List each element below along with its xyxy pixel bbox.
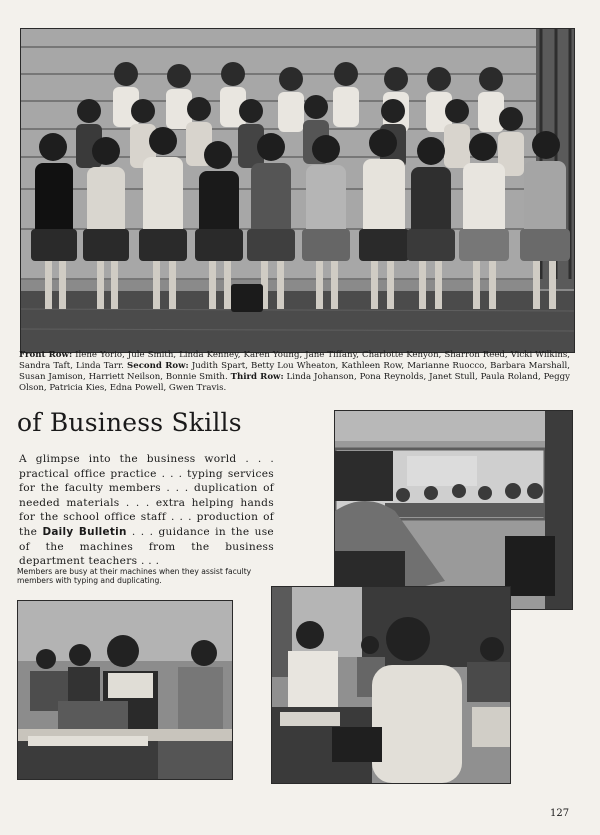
typing-class-photo bbox=[17, 600, 233, 780]
office-mirror-photo-image bbox=[335, 411, 572, 609]
body-paragraph bbox=[19, 452, 274, 569]
second-row-label: Second Row: bbox=[127, 361, 189, 371]
third-row-label: Third Row: bbox=[230, 372, 284, 382]
office-workers-photo bbox=[271, 586, 511, 784]
group-photo-image bbox=[21, 29, 574, 352]
office-mirror-photo bbox=[334, 410, 573, 610]
section-heading: of Business Skills bbox=[17, 408, 242, 437]
page-number: 127 bbox=[550, 808, 570, 819]
body-text-after: . . . guidance in the use of the machines from the business department teachers . . . bbox=[19, 525, 275, 568]
group-photo bbox=[20, 28, 575, 353]
front-row-names: Ilene Yorio, Jule Smith, Linda Kenney, Karen Young, Jane Tiffany, Charlotte Kenyon, Sharron Reed, Vicki Wilkins, Sandra Taft, Linda Tarr. bbox=[19, 350, 570, 371]
second-row-names: Judith Spart, Betty Lou Wheaton, Kathleen Row, Marianne Ruocco, Barbara Marshall, Susan Jamison, Harriett Neilson, Bonnie Smith. bbox=[19, 361, 570, 382]
front-row-label: Front Row: bbox=[19, 350, 73, 360]
third-row-names: Linda Johanson, Pona Reynolds, Janet Stull, Paula Roland, Peggy Olson, Patricia Kies, Edna Powell, Gwen Travis. bbox=[19, 372, 570, 393]
group-photo-caption bbox=[19, 350, 570, 394]
typing-class-photo-image bbox=[18, 601, 232, 779]
body-text-before: A glimpse into the business world . . . practical office practice . . . typing services for the faculty members . . . duplication of needed materials . . . extra helping hands for the school office staff . . . production of the bbox=[19, 453, 274, 538]
office-workers-photo-image bbox=[272, 587, 510, 783]
typing-photo-caption: Members are busy at their machines when they assist faculty members with typing and duplicating. bbox=[17, 567, 252, 585]
daily-bulletin-title: Daily Bulletin bbox=[42, 525, 127, 538]
